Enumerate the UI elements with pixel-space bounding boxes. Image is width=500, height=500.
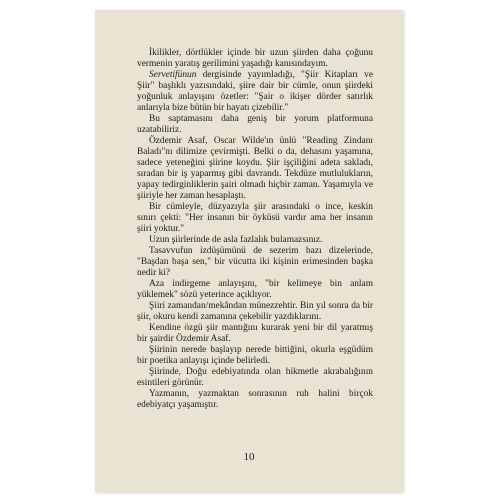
paragraph: Servetifünun dergisinde yayımladığı, "Şiir Kitapları ve Şiir" başlıklı yazısındaki, şiire dair bir cümle, onun şiirdeki yoğunluk anlayışını özetler: "Şair o ikişer dörder satırlık anlarıyla bize bütün bir hayatı çizebilir."	[137, 70, 373, 113]
paragraph: Özdemir Asaf, Oscar Wilde'ın ünlü "Reading Zindanı Baladı"nı dilimize çevirmişti. Belki o da, dehasını yaşamına, sadece yeteneğini şiirine koydu. Şiir işçiliğini adeta sakladı, sıradan bir iş yaparmış gibi davrandı. Tekdüze mutlulukların, yapay tedirginliklerin şairi olmadı hiçbir zaman. Yaşamıyla ve şiiriyle her zaman hesaplaştı.	[137, 136, 373, 201]
body-text	[137, 48, 373, 411]
paragraph: Bu saptamasını daha geniş bir yorum platformuna uzatabiliriz.	[137, 114, 373, 135]
italic-publication-title: Servetifünun	[149, 70, 197, 80]
book-page	[95, 10, 403, 492]
page-number: 10	[243, 451, 255, 463]
paragraph: Yazmanın, yazmaktan sonrasının ruh halini birçok edebiyatçı yaşamıştır.	[137, 389, 373, 410]
paragraph: Tasavvufun izdüşümünü de sezerim bazı dizelerinde, "Başdan başa sen," bir vücutta iki kişinin erimesinden başka nedir ki?	[137, 246, 373, 278]
paragraph: Kendine özgü şiir mantığını kurarak yeni bir dil yaratmış bir şairdir Özdemir Asaf.	[137, 323, 373, 344]
paragraph: Şiirinin nerede başlayıp nerede bittiğini, okurla eşgüdüm bir poetika anlayışı içinde belirledi.	[137, 345, 373, 366]
paragraph: Bir cümleyle, düzyazıyla şiir arasındaki o ince, keskin sınırı çekti: "Her insanın bir öyküsü vardır ama her insanın şiiri yoktur."	[137, 202, 373, 234]
paragraph: İkilikler, dörtlükler içinde bir uzun şiirden daha çoğunu vermenin yaratış gerilimini yaşadığı kanısındayım.	[137, 48, 373, 69]
paragraph: Şiirinde, Doğu edebiyatında olan hikmetle akrabalığının esintileri görünür.	[137, 367, 373, 388]
paragraph: Şiiri zamandan/mekândan münezzehtir. Bin yıl sonra da bir şiir, okuru kendi zamanına çekebilir yazdıklarını.	[137, 301, 373, 322]
paragraph: Uzun şiirlerinde de asla fazlalık bulamazsınız.	[149, 235, 323, 245]
paragraph: Aza indirgeme anlayışını, "bir kelimeye bin anlam yüklemek" sözü yeterince açıklıyor.	[137, 279, 373, 300]
